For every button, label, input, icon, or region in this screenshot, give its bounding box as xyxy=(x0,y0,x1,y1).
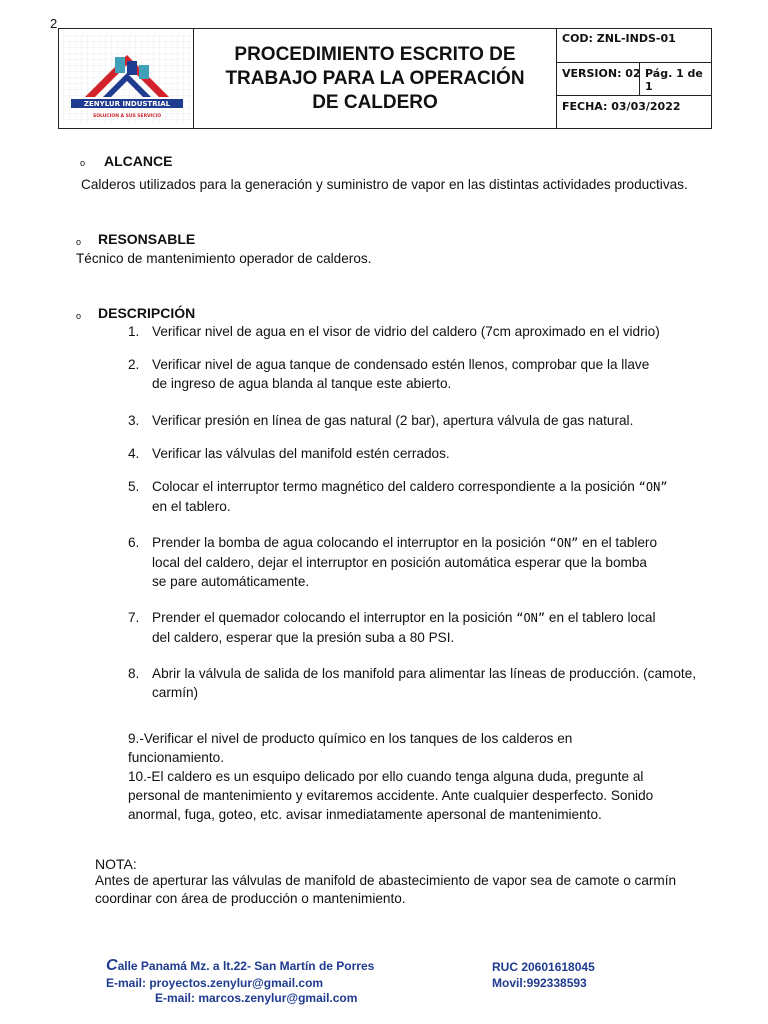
step-text: carmín) xyxy=(152,685,199,700)
switch-position-label: “ON” xyxy=(638,480,668,494)
step-text: Verificar nivel de agua en el visor de vidrio del caldero (7cm aproximado en el vidrio) xyxy=(152,324,660,339)
instruction-line: 10.-El caldero es un esquipo delicado por ello cuando tenga alguna duda, pregunte al xyxy=(128,769,644,784)
document-header xyxy=(58,28,712,129)
logo-tagline-text: SOLUCION A SUS SERVICIO xyxy=(92,114,162,119)
instruction-line: personal de mantenimiento y evitaremos accidente. Ante cualquier desperfecto. Sonido xyxy=(128,788,654,803)
title-line: TRABAJO PARA LA OPERACIÓN xyxy=(225,68,525,89)
page-number: 2 xyxy=(50,16,58,31)
step-text: Colocar el interruptor termo magnético del caldero correspondiente a la posición xyxy=(152,479,639,494)
address-text: alle Panamá Mz. a lt.22- San Martín de Porres xyxy=(117,959,375,973)
step-text: en el tablero xyxy=(578,535,658,550)
step-text: del caldero, esperar que la presión suba a 80 PSI. xyxy=(152,630,455,645)
section-heading-descripcion: DESCRIPCIÓN xyxy=(98,305,196,321)
switch-position-label: “ON” xyxy=(516,611,546,625)
additional-instructions xyxy=(128,729,718,824)
step-number: 3. xyxy=(128,413,140,428)
footer-address xyxy=(106,957,374,975)
step-number: 1. xyxy=(128,324,140,339)
title-line: PROCEDIMIENTO ESCRITO DE xyxy=(234,44,516,65)
house-logo-icon xyxy=(63,35,191,123)
instruction-line: 9.-Verificar el nivel de producto químico en los tanques de los calderos en xyxy=(128,731,573,746)
responsable-text: Técnico de mantenimiento operador de calderos. xyxy=(76,251,372,266)
step-text: se pare automáticamente. xyxy=(152,574,310,589)
step-text: de ingreso de agua blanda al tanque este abierto. xyxy=(152,376,452,391)
header-divider xyxy=(556,29,557,128)
instruction-line: funcionamiento. xyxy=(128,750,224,765)
document-title xyxy=(194,43,556,115)
title-line: DE CALDERO xyxy=(312,92,438,113)
document-version: VERSION: 02 xyxy=(562,67,641,80)
note-text xyxy=(95,872,735,908)
step-number: 5. xyxy=(128,479,140,494)
step-text: Prender el quemador colocando el interruptor en la posición xyxy=(152,610,517,625)
note-line: Antes de aperturar las válvulas de manifold de abastecimiento de vapor sea de camote o carmín xyxy=(95,873,677,888)
step-text: local del caldero, dejar el interruptor en posición automática esperar que la bomba xyxy=(152,555,647,570)
step-text: Verificar las válvulas del manifold estén cerrados. xyxy=(152,446,450,461)
step-text: en el tablero. xyxy=(152,499,231,514)
step-number: 2. xyxy=(128,357,140,372)
logo-company-text: ZENYLUR INDUSTRIAL xyxy=(83,100,171,108)
alcance-text: Calderos utilizados para la generación y suministro de vapor en las distintas actividades productivas. xyxy=(81,177,688,192)
step-number: 4. xyxy=(128,446,140,461)
address-initial: C xyxy=(106,957,118,974)
step-number: 8. xyxy=(128,666,140,681)
section-bullet: o xyxy=(76,311,82,321)
step-text: en el tablero local xyxy=(545,610,656,625)
step-number: 6. xyxy=(128,535,140,550)
footer-email-2[interactable]: E-mail: marcos.zenylur@gmail.com xyxy=(155,991,358,1005)
step-text: Verificar nivel de agua tanque de condensado estén llenos, comprobar que la llave xyxy=(152,357,650,372)
step-text: Prender la bomba de agua colocando el interruptor en la posición xyxy=(152,535,550,550)
document-date: FECHA: 03/03/2022 xyxy=(562,100,681,113)
step-number: 7. xyxy=(128,610,140,625)
company-logo xyxy=(63,35,191,123)
step-text: Verificar presión en línea de gas natural (2 bar), apertura válvula de gas natural. xyxy=(152,413,634,428)
step-text: Abrir la válvula de salida de los manifold para alimentar las líneas de producción. (camote, xyxy=(152,666,697,681)
note-heading: NOTA: xyxy=(95,856,137,872)
section-heading-responsable: RESONSABLE xyxy=(98,231,196,247)
section-bullet: o xyxy=(80,158,86,168)
header-divider xyxy=(556,62,711,63)
header-divider xyxy=(556,95,711,96)
document-page: Pág. 1 de 1 xyxy=(645,67,703,93)
switch-position-label: “ON” xyxy=(549,536,579,550)
instruction-line: anormal, fuga, goteo, etc. avisar inmediatamente apersonal de mantenimiento. xyxy=(128,807,602,822)
footer-email-1[interactable]: E-mail: proyectos.zenylur@gmail.com xyxy=(106,976,324,990)
section-heading-alcance: ALCANCE xyxy=(104,153,173,169)
section-bullet: o xyxy=(76,237,82,247)
footer-ruc: RUC 20601618045 xyxy=(492,960,595,974)
document-code: COD: ZNL-INDS-01 xyxy=(562,32,676,45)
note-line: coordinar con área de producción o mantenimiento. xyxy=(95,891,406,906)
footer-phone: Movil:992338593 xyxy=(492,976,587,990)
